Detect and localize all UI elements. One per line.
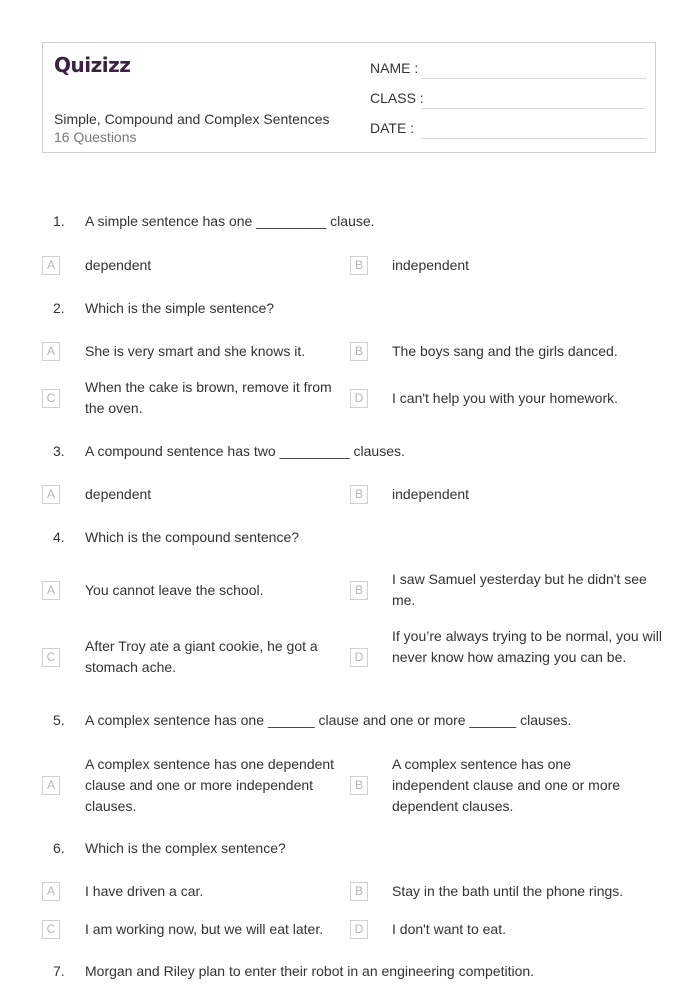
question-text: A simple sentence has one _________ clause.: [85, 213, 375, 229]
question-number: 7.: [53, 963, 65, 979]
worksheet-title: Simple, Compound and Complex Sentences: [54, 111, 330, 127]
option-text: If you’re always trying to be normal, you will never know how amazing you can be.: [392, 628, 662, 665]
option-letter-b[interactable]: B: [350, 256, 368, 275]
option-letter-a[interactable]: A: [42, 581, 60, 600]
question-number: 4.: [53, 529, 65, 545]
option-letter-c[interactable]: C: [42, 389, 60, 408]
name-label: NAME :: [370, 60, 419, 76]
option-letter-b[interactable]: B: [350, 485, 368, 504]
question-number: 6.: [53, 840, 65, 856]
question-text: Which is the compound sentence?: [85, 529, 300, 545]
option-letter-c[interactable]: C: [42, 648, 60, 667]
option-text: I have driven a car.: [85, 883, 204, 899]
question-text: A compound sentence has two _________ clauses.: [85, 443, 405, 459]
question-text: Which is the simple sentence?: [85, 300, 275, 316]
option-letter-b[interactable]: B: [350, 882, 368, 901]
option-text: She is very smart and she knows it.: [85, 343, 306, 359]
question-number: 1.: [53, 213, 65, 229]
question-number: 3.: [53, 443, 65, 459]
option-text: dependent: [85, 486, 152, 502]
question-count: 16 Questions: [54, 129, 137, 145]
question-text: A complex sentence has one ______ clause and one or more ______ clauses.: [85, 712, 572, 728]
option-letter-b[interactable]: B: [350, 342, 368, 361]
option-text: When the cake is brown, remove it from the oven.: [85, 379, 332, 416]
option-letter-a[interactable]: A: [42, 256, 60, 275]
name-field[interactable]: [421, 78, 646, 79]
option-letter-b[interactable]: B: [350, 581, 368, 600]
option-text: After Troy ate a giant cookie, he got a stomach ache.: [85, 638, 318, 675]
option-letter-c[interactable]: C: [42, 920, 60, 939]
option-letter-d[interactable]: D: [350, 648, 368, 667]
option-text: I am working now, but we will eat later.: [85, 921, 324, 937]
option-text: The boys sang and the girls danced.: [392, 343, 618, 359]
option-text: Stay in the bath until the phone rings.: [392, 883, 624, 899]
option-text: independent: [392, 486, 470, 502]
option-text: A complex sentence has one dependent clause and one or more independent clauses.: [85, 756, 335, 814]
quizizz-logo: Quizizz: [54, 53, 131, 77]
date-field[interactable]: [421, 138, 646, 139]
question-number: 2.: [53, 300, 65, 316]
class-label: CLASS :: [370, 90, 424, 106]
option-text: independent: [392, 257, 470, 273]
option-text: I can't help you with your homework.: [392, 390, 619, 406]
option-letter-a[interactable]: A: [42, 776, 60, 795]
class-field[interactable]: [421, 108, 646, 109]
option-letter-a[interactable]: A: [42, 342, 60, 361]
option-text: You cannot leave the school.: [85, 582, 264, 598]
question-number: 5.: [53, 712, 65, 728]
worksheet-header: [42, 42, 656, 153]
option-letter-d[interactable]: D: [350, 920, 368, 939]
option-text: dependent: [85, 257, 152, 273]
option-letter-b[interactable]: B: [350, 776, 368, 795]
option-text: I don't want to eat.: [392, 921, 506, 937]
option-text: A complex sentence has one independent clause and one or more dependent clauses.: [392, 756, 621, 814]
option-text: I saw Samuel yesterday but he didn't see me.: [392, 571, 647, 608]
date-label: DATE :: [370, 120, 415, 136]
option-letter-d[interactable]: D: [350, 389, 368, 408]
question-text: Morgan and Riley plan to enter their robot in an engineering competition.: [85, 963, 535, 979]
option-letter-a[interactable]: A: [42, 882, 60, 901]
question-text: Which is the complex sentence?: [85, 840, 286, 856]
option-letter-a[interactable]: A: [42, 485, 60, 504]
